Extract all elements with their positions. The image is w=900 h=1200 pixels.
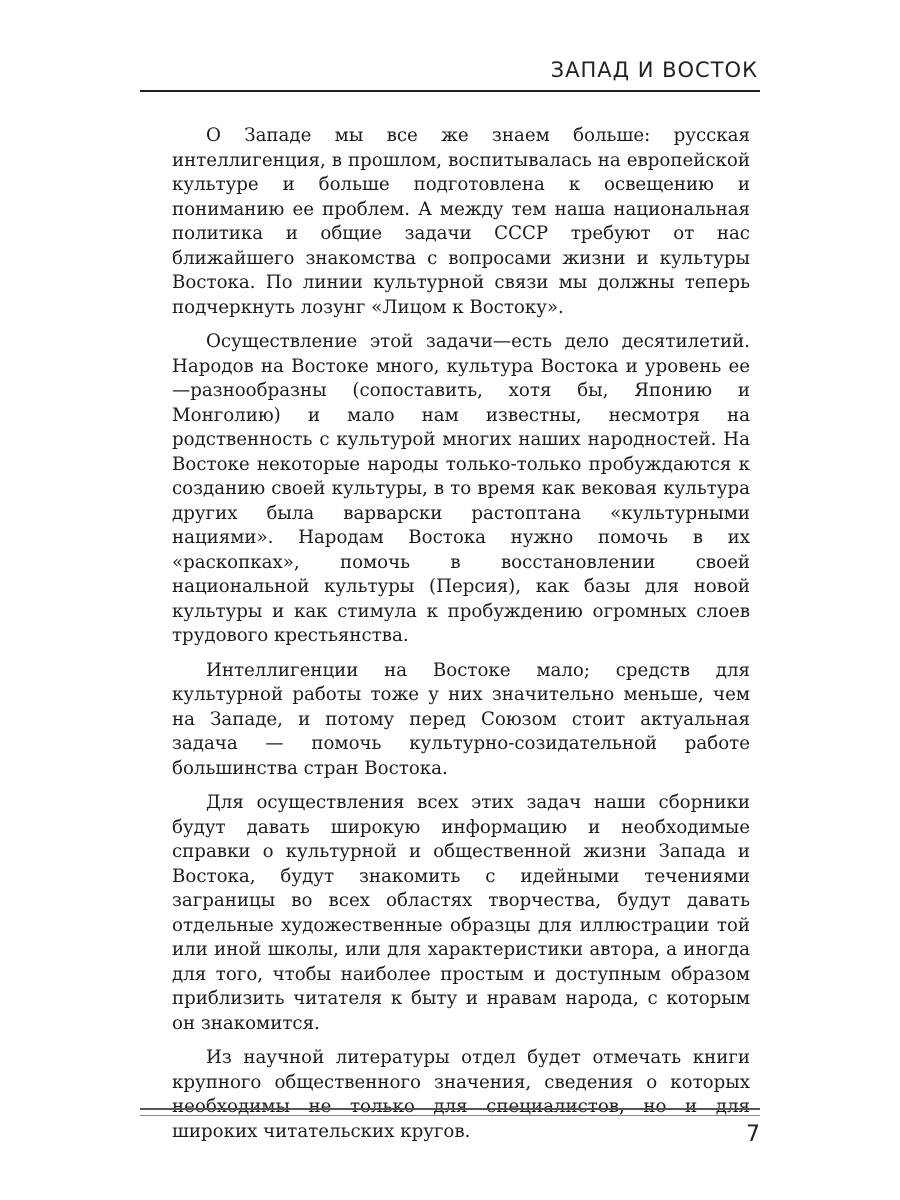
running-head [140, 56, 760, 92]
paragraph: Для осуществления всех этих задач наши сборники будут давать широкую информацию и необходимые справки о культурной и общественной жизни Запада и Востока, будут знакомить с идейными течениями заграницы во всех областях творчества, будут давать отдельные художественные образцы для иллюстрации той или иной школы, или для характеристики автора, а иногда для того, чтобы наиболее простым и доступным образом приблизить читателя к быту и нравам народа, с которым он знакомится. [172, 792, 750, 1034]
footer-rule [140, 1108, 760, 1116]
paragraph: О Западе мы все же знаем больше: русская интеллигенция, в прошлом, воспитывалась на европейской культуре и больше подготовлена к освещению и пониманию ее проблем. А между тем наша национальная политика и общие задачи СССР требуют от нас ближайшего знакомства с вопросами жизни и культуры Востока. По линии культурной связи мы должны теперь подчеркнуть лозунг «Лицом к Востоку». [172, 125, 750, 318]
paragraph: Интеллигенции на Востоке мало; средств для культурной работы тоже у них значительно меньше, чем на Западе, и потому перед Союзом стоит актуальная задача — помочь культурно-созидательной работе большинства стран Востока. [172, 659, 750, 779]
paragraph: Из научной литературы отдел будет отмечать книги крупного общественного значения, сведения о которых необходимы не только для специалистов, но и для широких читательских кругов. [172, 1047, 750, 1142]
running-head-title: ЗАПАД И ВОСТОК [550, 58, 758, 82]
paragraph: Осуществление этой задачи—есть дело десятилетий. Народов на Востоке много, культура Востока и уровень ее—разнообразны (сопоставить, хотя бы, Японию и Монголию) и мало нам известны, несмотря на родственность с культурой многих наших народностей. На Востоке некоторые народы только-только пробуждаются к созданию своей культуры, в то время как вековая культура других была варварски растоптана «культурными нациями». Народам Востока нужно помочь в их «раскопках», помочь в восстановлении своей национальной культуры (Персия), как базы для новой культуры и как стимула к пробуждению огромных слоев трудового крестьянства. [172, 331, 750, 646]
body-text [172, 124, 750, 1154]
page-number: 7 [746, 1122, 760, 1147]
